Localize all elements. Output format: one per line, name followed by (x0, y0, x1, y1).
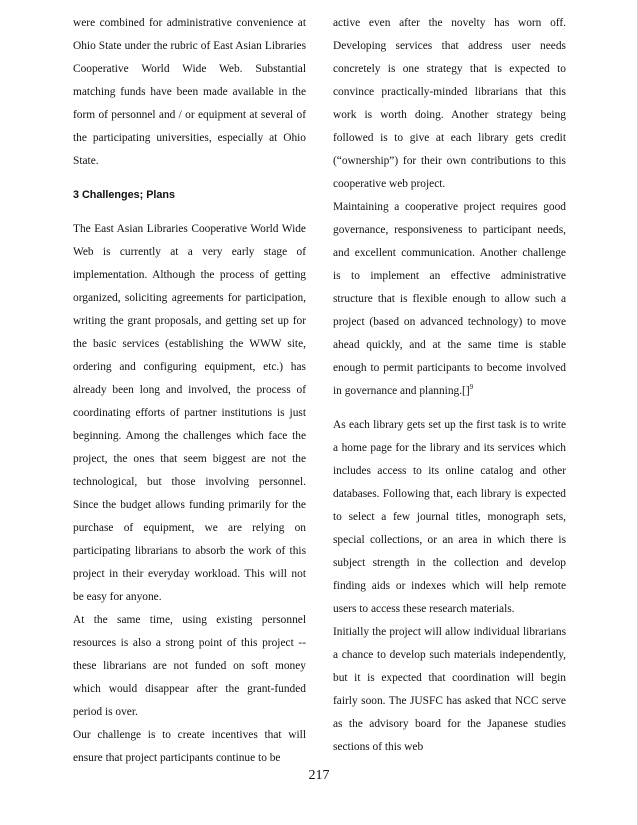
section-heading: 3 Challenges; Plans (73, 189, 176, 201)
paragraph: Initially the project will allow individual librarians a chance to develop such materials independently, but it is expected that coordination will begin fairly soon. The JUSFC has asked that NCC serve as the advisory board for the Japanese studies sections of this web (333, 626, 566, 753)
paragraph: At the same time, using existing personnel resources is also a strong point of this project -- these librarians are not funded on soft money which would disappear after the grant-funded period is over. (73, 614, 306, 718)
paragraph-text: Maintaining a cooperative project requires good governance, responsiveness to participant needs, and excellent communication. Another challenge is to implement an effective administrative structure that is flexible enough to allow such a project (based on advanced technology) to move ahead quickly, and at the same time is stable enough to permit participants to become involved in governance and planning.[] (333, 201, 566, 397)
paragraph-with-footnote (333, 196, 566, 403)
paragraph: Our challenge is to create incentives that will ensure that project participants continue to be (73, 729, 306, 764)
paragraph-gap (333, 403, 566, 414)
right-column (333, 12, 566, 759)
paragraph-gap (73, 207, 306, 218)
paragraph: The East Asian Libraries Cooperative World Wide Web is currently at a very early stage of implementation. Although the process of getting organized, soliciting agreements for participation, writing the grant proposals, and getting set up for the basic services (establishing the WWW site, ordering and configuring equipment, etc.) has already been long and involved, the process of coordinating efforts of partner institutions is just beginning. Among the challenges which face the project, the ones that seem biggest are not the technological, but those involving personnel. Since the budget allows funding primarily for the purchase of equipment, we are relying on participating librarians to absorb the work of this project in their everyday workload. This will not be easy for anyone. (73, 223, 306, 603)
paragraph: were combined for administrative convenience at Ohio State under the rubric of East Asian Libraries Cooperative World Wide Web. Substantial matching funds have been made available in the form of personnel and / or equipment at several of the participating universities, especially at Ohio State. (73, 17, 306, 167)
footnote-mark: 9 (469, 383, 474, 392)
paragraph-gap (73, 173, 306, 184)
paragraph: active even after the novelty has worn off. Developing services that address user needs concretely is one strategy that is expected to convince practically-minded librarians that this work is worth doing. Another strategy being followed is to give at each library gets credit (“ownership”) for their own contributions to this cooperative web project. (333, 17, 566, 190)
left-column (73, 12, 306, 770)
paragraph: As each library gets set up the first task is to write a home page for the library and its services which includes access to its online catalog and other databases. Following that, each library is expected to select a few journal titles, monograph sets, special collections, or an area in which there is subject strength in the collection and develop finding aids or indexes which will help remote users to access these research materials. (333, 419, 566, 615)
page-number: 217 (308, 768, 330, 783)
